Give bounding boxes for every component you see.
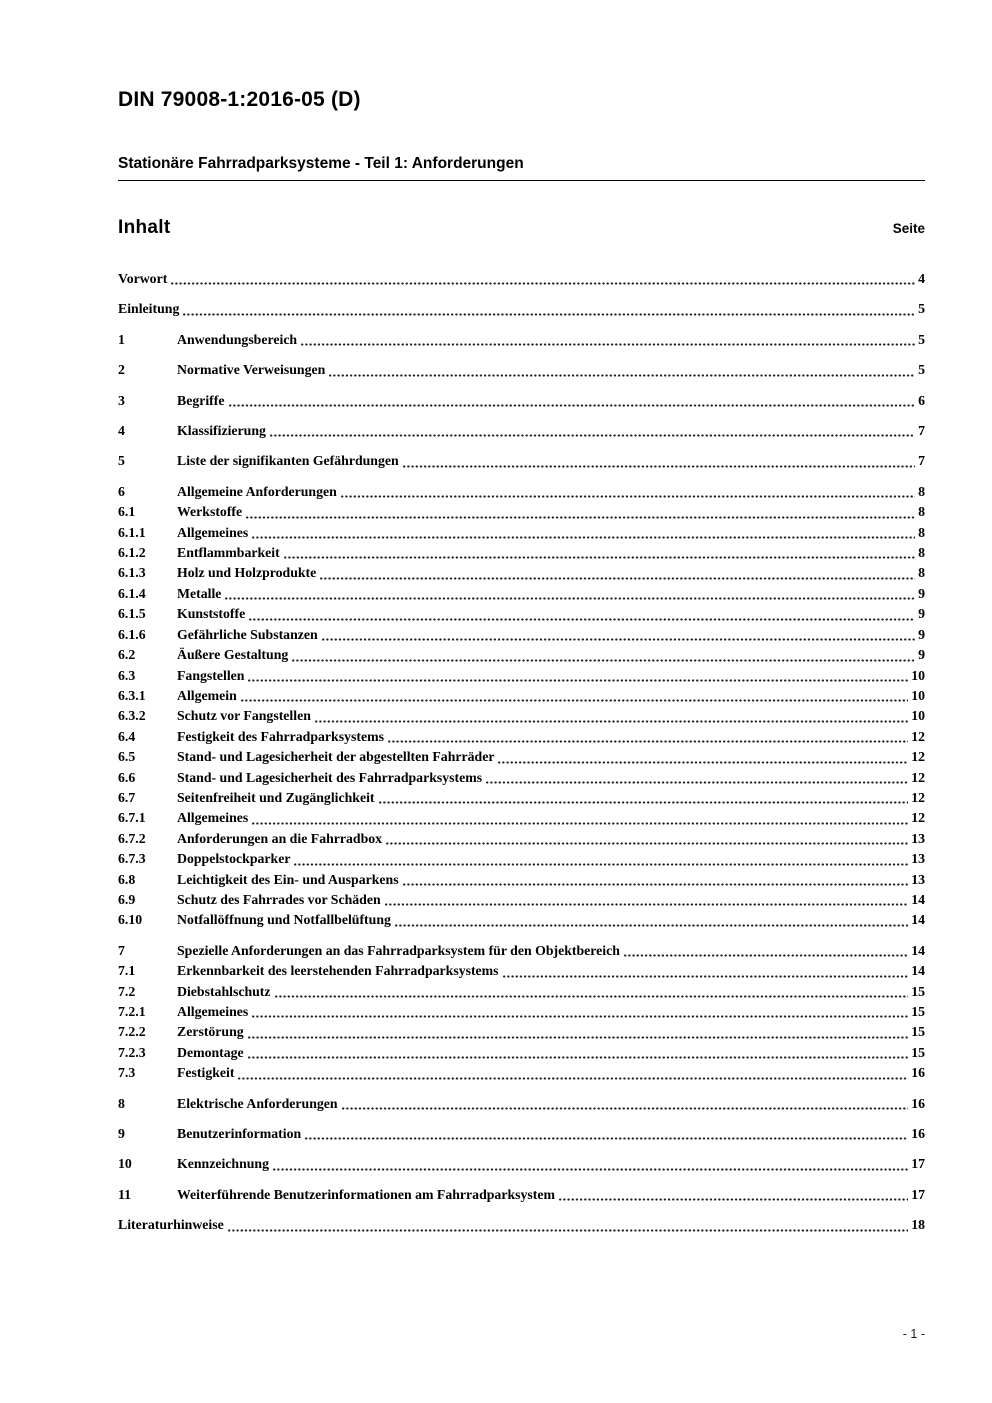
- toc-entry-title: Anforderungen an die Fahrradbox: [177, 830, 383, 846]
- toc-entry-title: Klassifizierung: [177, 423, 266, 439]
- toc-entry-number: 6.2: [118, 647, 136, 663]
- toc-entry-number: 6.7.3: [118, 851, 146, 867]
- toc-dot-leader: [270, 434, 915, 437]
- toc-entry-number: 6.1.4: [118, 585, 146, 601]
- toc-dot-leader: [503, 975, 909, 978]
- toc-entry-number: 6.10: [118, 912, 143, 928]
- toc-entry[interactable]: [118, 451, 925, 471]
- toc-entry-page: 10: [911, 708, 925, 724]
- toc-entry-title: Literaturhinweise: [118, 1217, 224, 1233]
- toc-entry-page: 6: [918, 392, 925, 408]
- toc-entry-page: 5: [918, 331, 925, 347]
- toc-dot-leader: [329, 374, 915, 377]
- toc-entry-page: 15: [911, 1024, 925, 1040]
- toc-entry-page: 12: [911, 769, 925, 785]
- toc-entry-title: Fangstellen: [177, 667, 245, 683]
- toc-entry-page: 14: [911, 891, 925, 907]
- toc-entry-page: 9: [918, 585, 925, 601]
- toc-entry-title: Benutzerinformation: [177, 1126, 302, 1142]
- toc-dot-leader: [241, 699, 908, 702]
- toc-dot-leader: [275, 995, 909, 998]
- toc-entry-number: 7.3: [118, 1065, 136, 1081]
- toc-entry-title: Spezielle Anforderungen an das Fahrradparksystem für den Objektbereich: [177, 942, 620, 958]
- document-subtitle: Stationäre Fahrradparksysteme - Teil 1: Anforderungen: [118, 155, 925, 181]
- toc-entry-page: 8: [918, 504, 925, 520]
- toc-entry[interactable]: [118, 299, 925, 319]
- toc-entry[interactable]: [118, 747, 925, 767]
- toc-dot-leader: [246, 516, 915, 519]
- toc-dot-leader: [341, 495, 915, 498]
- toc-entry[interactable]: [118, 941, 925, 961]
- toc-entry-number: 7.2.2: [118, 1024, 146, 1040]
- toc-entry-page: 12: [911, 810, 925, 826]
- toc-dot-leader: [342, 1107, 909, 1110]
- toc-dot-leader: [225, 597, 915, 600]
- toc-entry-page: 13: [911, 851, 925, 867]
- toc-entry-number: 6.5: [118, 749, 136, 765]
- toc-dot-leader: [183, 313, 915, 316]
- toc-entry-number: 7.2.3: [118, 1044, 146, 1060]
- toc-dot-leader: [252, 1015, 908, 1018]
- toc-entry-page: 4: [918, 271, 925, 286]
- toc-entry-page: 17: [911, 1186, 925, 1202]
- toc-entry[interactable]: [118, 584, 925, 604]
- toc-page-column-label: Seite: [892, 221, 925, 236]
- toc-dot-leader: [292, 659, 915, 662]
- toc-entry-page: 18: [911, 1217, 925, 1233]
- toc-entry-number: 7: [118, 942, 125, 958]
- toc-entry-number: 6.1.3: [118, 565, 146, 581]
- toc-entry-number: 11: [118, 1186, 132, 1202]
- toc-entry-page: 16: [911, 1095, 925, 1111]
- toc-entry-page: 8: [918, 545, 925, 561]
- toc-entry[interactable]: [118, 849, 925, 869]
- toc-entry-title: Begriffe: [177, 392, 225, 408]
- toc-entry[interactable]: [118, 910, 925, 930]
- toc-entry-page: 15: [911, 1004, 925, 1019]
- toc-entry-number: 7.1: [118, 963, 136, 979]
- toc-entry[interactable]: [118, 1043, 925, 1063]
- toc-dot-leader: [228, 1229, 908, 1232]
- toc-entry-title: Vorwort: [118, 271, 168, 286]
- toc-entry-number: 10: [118, 1156, 132, 1172]
- toc-dot-leader: [252, 822, 908, 825]
- toc-entry-title: Entflammbarkeit: [177, 545, 280, 561]
- toc-entry-title: Normative Verweisungen: [177, 362, 326, 378]
- toc-entry-title: Werkstoffe: [177, 504, 243, 520]
- toc-entry-page: 15: [911, 983, 925, 999]
- toc-entry-number: 2: [118, 362, 125, 378]
- toc-entry-title: Demontage: [177, 1044, 244, 1060]
- toc-entry-title: Elektrische Anforderungen: [177, 1095, 338, 1111]
- toc-entry-title: Stand- und Lagesicherheit der abgestellten Fahrräder: [177, 749, 495, 765]
- toc-entry-title: Allgemeines: [177, 1004, 249, 1019]
- toc-dot-leader: [385, 903, 909, 906]
- toc-dot-leader: [171, 282, 915, 285]
- toc-entry-number: 7.2.1: [118, 1004, 146, 1019]
- toc-dot-leader: [248, 1036, 909, 1039]
- toc-entry[interactable]: [118, 1154, 925, 1174]
- toc-entry-number: 7.2: [118, 983, 136, 999]
- toc-entry-page: 12: [911, 749, 925, 765]
- toc-entry-number: 6.1: [118, 504, 136, 520]
- toc-dot-leader: [320, 577, 915, 580]
- page-content: [118, 0, 925, 1236]
- toc-entry-title: Allgemeines: [177, 524, 249, 540]
- toc-entry[interactable]: [118, 502, 925, 522]
- toc-entry-title: Allgemeines: [177, 810, 249, 826]
- document-title: DIN 79008-1:2016-05 (D): [118, 88, 361, 111]
- toc-entry-page: 10: [911, 687, 925, 703]
- toc-entry[interactable]: [118, 421, 925, 441]
- toc-entry-title: Diebstahlschutz: [177, 983, 271, 999]
- toc-dot-leader: [486, 781, 908, 784]
- toc-entry-title: Allgemein: [177, 687, 237, 703]
- toc-entry-page: 12: [911, 728, 925, 744]
- toc-entry-title: Doppelstockparker: [177, 851, 291, 867]
- toc-entry-number: 6.9: [118, 891, 136, 907]
- toc-entry[interactable]: [118, 1022, 925, 1042]
- toc-entry-number: 6.1.2: [118, 545, 146, 561]
- toc-entry-page: 12: [911, 789, 925, 805]
- toc-entry-page: 17: [911, 1156, 925, 1172]
- toc-entry[interactable]: [118, 1124, 925, 1144]
- toc-entry-page: 9: [918, 606, 925, 622]
- toc-entry[interactable]: [118, 523, 925, 543]
- toc-entry[interactable]: [118, 645, 925, 665]
- toc-entry-title: Erkennbarkeit des leerstehenden Fahrradparksystems: [177, 963, 499, 979]
- toc-entry[interactable]: [118, 870, 925, 890]
- toc-entry[interactable]: [118, 686, 925, 706]
- toc-entry-title: Seitenfreiheit und Zugänglichkeit: [177, 789, 375, 805]
- toc-entry[interactable]: [118, 1185, 925, 1205]
- toc-entry-number: 5: [118, 453, 125, 469]
- toc-entry-page: 16: [911, 1126, 925, 1142]
- toc-entry-page: 13: [911, 871, 925, 887]
- toc-entry-title: Liste der signifikanten Gefährdungen: [177, 453, 399, 469]
- toc-entry-page: 14: [911, 942, 925, 958]
- toc-entry[interactable]: [118, 360, 925, 380]
- toc-entry[interactable]: [118, 269, 925, 289]
- toc-entry[interactable]: [118, 768, 925, 788]
- toc-header: [118, 217, 925, 239]
- toc-entry-page: 13: [911, 830, 925, 846]
- toc-entry-page: 16: [911, 1065, 925, 1081]
- toc-dot-leader: [395, 924, 908, 927]
- toc-entry-number: 6: [118, 483, 125, 499]
- toc-entry-title: Anwendungsbereich: [177, 331, 298, 347]
- toc-entry-page: 9: [918, 626, 925, 642]
- toc-entry-number: 6.6: [118, 769, 136, 785]
- toc-dot-leader: [249, 618, 915, 621]
- toc-entry-page: 7: [918, 423, 925, 439]
- toc-entry-number: 6.1.1: [118, 524, 146, 540]
- toc-entry[interactable]: [118, 706, 925, 726]
- toc-dot-leader: [284, 556, 915, 559]
- toc-dot-leader: [403, 465, 915, 468]
- toc-entry-page: 5: [918, 362, 925, 378]
- toc-entry-page: 7: [918, 453, 925, 469]
- toc-dot-leader: [248, 679, 908, 682]
- toc-dot-leader: [273, 1168, 908, 1171]
- toc-entry-page: 8: [918, 524, 925, 540]
- toc-dot-leader: [238, 1077, 908, 1080]
- toc-entry[interactable]: [118, 391, 925, 411]
- toc-entry-page: 15: [911, 1044, 925, 1060]
- toc-dot-leader: [559, 1198, 908, 1201]
- toc-dot-leader: [403, 883, 909, 886]
- toc-dot-leader: [301, 343, 915, 346]
- toc-list: [118, 269, 925, 1236]
- toc-entry-title: Holz und Holzprodukte: [177, 565, 317, 581]
- toc-entry-page: 10: [911, 667, 925, 683]
- toc-entry-title: Einleitung: [118, 301, 180, 317]
- toc-dot-leader: [315, 720, 908, 723]
- toc-entry-page: 8: [918, 483, 925, 499]
- toc-entry[interactable]: [118, 727, 925, 747]
- toc-entry-number: 1: [118, 331, 125, 347]
- toc-dot-leader: [386, 842, 908, 845]
- toc-entry-title: Zerstörung: [177, 1024, 244, 1040]
- toc-entry-title: Gefährliche Substanzen: [177, 626, 318, 642]
- toc-entry[interactable]: [118, 829, 925, 849]
- toc-entry[interactable]: [118, 482, 925, 502]
- toc-entry-number: 6.1.6: [118, 626, 146, 642]
- toc-dot-leader: [624, 954, 908, 957]
- toc-entry[interactable]: [118, 604, 925, 624]
- toc-entry-number: 8: [118, 1095, 125, 1111]
- toc-entry-page: 9: [918, 647, 925, 663]
- toc-dot-leader: [229, 404, 916, 407]
- toc-entry-number: 6.8: [118, 871, 136, 887]
- toc-dot-leader: [379, 801, 909, 804]
- toc-dot-leader: [388, 740, 908, 743]
- toc-entry[interactable]: [118, 543, 925, 563]
- toc-entry[interactable]: [118, 666, 925, 686]
- toc-entry-title: Äußere Gestaltung: [177, 647, 289, 663]
- toc-entry-title: Notfallöffnung und Notfallbelüftung: [177, 912, 391, 928]
- toc-entry[interactable]: [118, 1094, 925, 1114]
- toc-entry-number: 6.3.1: [118, 687, 146, 703]
- toc-entry-title: Kennzeichnung: [177, 1156, 269, 1172]
- toc-entry[interactable]: [118, 330, 925, 350]
- toc-entry-title: Weiterführende Benutzerinformationen am Fahrradparksystem: [177, 1186, 555, 1202]
- toc-dot-leader: [248, 1056, 909, 1059]
- toc-entry-title: Allgemeine Anforderungen: [177, 483, 337, 499]
- toc-entry[interactable]: [118, 890, 925, 910]
- page-number-footer: - 1 -: [902, 1327, 925, 1341]
- toc-dot-leader: [294, 863, 908, 866]
- toc-entry[interactable]: [118, 1063, 925, 1083]
- toc-entry-number: 6.3: [118, 667, 136, 683]
- toc-entry-title: Leichtigkeit des Ein- und Ausparkens: [177, 871, 399, 887]
- toc-dot-leader: [305, 1137, 908, 1140]
- toc-entry-title: Kunststoffe: [177, 606, 246, 622]
- toc-entry-title: Schutz des Fahrrades vor Schäden: [177, 891, 381, 907]
- toc-entry-title: Metalle: [177, 585, 222, 601]
- toc-entry-number: 6.7: [118, 789, 136, 805]
- toc-entry[interactable]: [118, 808, 925, 828]
- toc-entry[interactable]: [118, 625, 925, 645]
- toc-dot-leader: [252, 536, 915, 539]
- toc-entry-number: 6.3.2: [118, 708, 146, 724]
- toc-entry[interactable]: [118, 788, 925, 808]
- toc-entry-number: 9: [118, 1126, 125, 1142]
- toc-entry-number: 3: [118, 392, 125, 408]
- toc-entry[interactable]: [118, 982, 925, 1002]
- toc-heading: Inhalt: [118, 217, 171, 238]
- toc-entry-title: Festigkeit des Fahrradparksystems: [177, 728, 384, 744]
- toc-entry-number: 6.1.5: [118, 606, 146, 622]
- toc-entry-number: 6.4: [118, 728, 136, 744]
- toc-entry-number: 4: [118, 423, 125, 439]
- toc-entry-number: 6.7.1: [118, 810, 146, 826]
- toc-entry-title: Festigkeit: [177, 1065, 235, 1081]
- toc-entry[interactable]: [118, 563, 925, 583]
- toc-entry[interactable]: [118, 1002, 925, 1022]
- toc-dot-leader: [498, 761, 908, 764]
- toc-dot-leader: [322, 638, 915, 641]
- toc-entry-number: 6.7.2: [118, 830, 146, 846]
- toc-entry-page: 14: [911, 963, 925, 979]
- toc-entry-page: 8: [918, 565, 925, 581]
- toc-entry[interactable]: [118, 961, 925, 981]
- toc-entry-page: 14: [911, 912, 925, 928]
- toc-entry-page: 5: [918, 301, 925, 317]
- toc-entry[interactable]: [118, 1215, 925, 1235]
- toc-entry-title: Stand- und Lagesicherheit des Fahrradparksystems: [177, 769, 483, 785]
- toc-entry-title: Schutz vor Fangstellen: [177, 708, 311, 724]
